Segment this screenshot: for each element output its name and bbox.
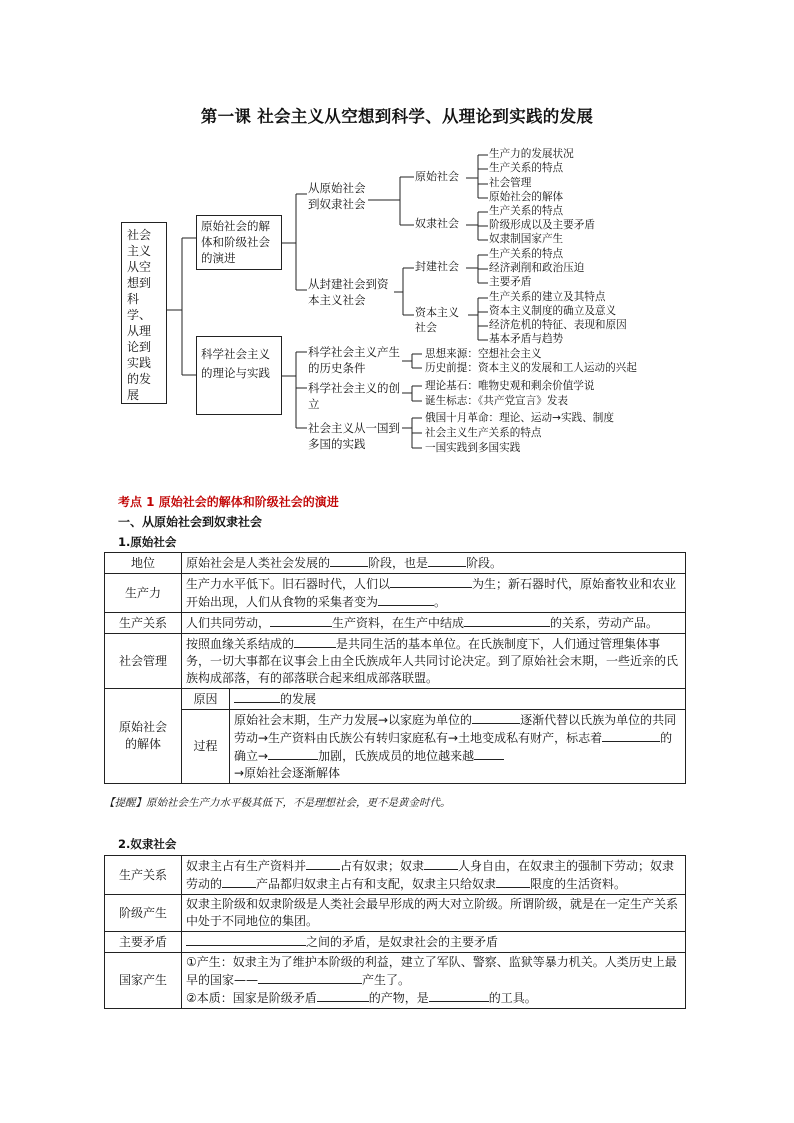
table-row (105, 613, 686, 634)
mindmap-leaf: 社会主义生产关系的特点 (425, 427, 542, 439)
mindmap-branch-2: 科学社会主义的理论与实践 (196, 336, 282, 415)
mindmap-leaf: 俄国十月革命：理论、运动→实践、制度 (425, 412, 614, 424)
mindmap-node-capitalist: 资本主义社会 (415, 306, 459, 334)
mindmap-b2-s2: 科学社会主义的创立 (308, 381, 400, 411)
row-content (182, 574, 686, 613)
text: 是共同生活的基本单位。在氏族制度下，人们通过管理集体事务，一切大事都在议事会上由全氏族成年人共同讨论决定。到了原始社会末期，一些近亲的氏族构成部落，有的部落联合起来组成部落联盟。 (186, 637, 679, 685)
row-content (182, 932, 686, 953)
table-row (105, 553, 686, 574)
mindmap-leaf: 阶级形成以及主要矛盾 (489, 219, 595, 231)
row-label: 主要矛盾 (105, 932, 182, 953)
text: 的工具。 (488, 991, 537, 1005)
mindmap-node-slave: 奴隶社会 (415, 217, 459, 230)
sub-label: 原因 (182, 689, 230, 710)
row-label: 生产关系 (105, 856, 182, 895)
text: 阶段，也是 (368, 556, 429, 570)
mindmap-leaf: 生产关系的特点 (489, 248, 564, 260)
text: 加剧，氏族成员的地位越来越 (318, 749, 475, 763)
row-content (182, 613, 686, 634)
text: 占有奴隶；奴隶 (340, 859, 425, 873)
text: 人身自由，在奴隶主的强制下劳动；奴隶劳动的 (186, 859, 675, 891)
mindmap-node-feudal: 封建社会 (415, 260, 459, 273)
subsection-heading: 2.奴隶社会 (118, 837, 177, 851)
row-content (182, 856, 686, 895)
fill-blank[interactable] (464, 614, 550, 627)
table-row (105, 932, 686, 953)
mindmap-leaf: 经济危机的特征、表现和原因 (489, 319, 627, 331)
mindmap-leaf: 原始社会的解体 (489, 191, 564, 203)
text: 生产资料，在生产中结成 (332, 616, 465, 630)
fill-blank[interactable] (424, 857, 458, 870)
mindmap-b1-s1: 从原始社会到奴隶社会 (308, 181, 366, 211)
fill-blank[interactable] (258, 971, 362, 984)
mindmap-leaf: 资本主义制度的确立及意义 (489, 305, 617, 317)
row-label: 原始社会的解体 (105, 689, 182, 784)
text: 阶段。 (466, 556, 503, 570)
mindmap-b2-s1: 科学社会主义产生的历史条件 (308, 345, 400, 375)
mindmap-b1-s2: 从封建社会到资本主义社会 (308, 277, 389, 307)
mind-map (0, 0, 794, 470)
fill-blank[interactable] (378, 593, 434, 606)
row-label: 社会管理 (105, 634, 182, 689)
fill-blank[interactable] (186, 933, 306, 946)
table-row (105, 895, 686, 932)
text: →原始社会逐渐解体 (234, 766, 341, 780)
table-row (105, 856, 686, 895)
row-label: 生产关系 (105, 613, 182, 634)
text: 原始社会是人类社会发展的 (186, 556, 331, 570)
table-row (105, 574, 686, 613)
row-label: 地位 (105, 553, 182, 574)
kaodian-heading: 考点 1 原始社会的解体和阶级社会的演进 (118, 495, 339, 509)
text: 产生了。 (362, 973, 411, 987)
text: 的确立→ (234, 731, 673, 763)
text: 人们共同劳动， (186, 616, 271, 630)
fill-blank[interactable] (268, 747, 318, 760)
mindmap-root: 社会主义从空想到科学、从理论到实践的发展 (121, 222, 167, 404)
fill-blank[interactable] (429, 989, 489, 1002)
table-row (105, 710, 686, 784)
text: 按照血缘关系结成的 (186, 637, 295, 651)
mindmap-leaf: 经济剥削和政治压迫 (489, 262, 585, 274)
mindmap-leaf: 历史前提：资本主义的发展和工人运动的兴起 (425, 362, 637, 374)
fill-blank[interactable] (390, 575, 472, 588)
text: ①产生：奴隶主为了维护本阶级的利益，建立了军队、警察、监狱等暴力机关。人类历史上最早的国家—— (186, 955, 677, 987)
primitive-society-table (104, 552, 686, 784)
mindmap-leaf: 一国实践到多国实践 (425, 442, 521, 454)
row-label: 生产力 (105, 574, 182, 613)
text: 限度的生活资料。 (530, 877, 627, 891)
mindmap-leaf: 社会管理 (489, 177, 532, 189)
row-content (182, 634, 686, 689)
row-content (230, 689, 686, 710)
fill-blank[interactable] (317, 989, 369, 1002)
mindmap-leaf: 基本矛盾与趋势 (489, 333, 564, 345)
mindmap-leaf: 奴隶制国家产生 (489, 233, 564, 245)
text: 的产物，是 (368, 991, 429, 1005)
mindmap-leaf: 主要矛盾 (489, 276, 532, 288)
mindmap-leaf: 生产关系的特点 (489, 162, 564, 174)
text: 的关系，劳动产品。 (550, 616, 659, 630)
row-label: 阶级产生 (105, 895, 182, 932)
row-content (182, 553, 686, 574)
mindmap-leaf: 理论基石：唯物史观和剩余价值学说 (425, 380, 595, 392)
row-content (182, 953, 686, 1009)
text: 生产力水平低下。旧石器时代，人们以 (186, 577, 391, 591)
fill-blank[interactable] (330, 554, 368, 567)
table-row (105, 689, 686, 710)
mindmap-leaf: 思想来源：空想社会主义 (425, 348, 542, 360)
mindmap-leaf: 诞生标志：《共产党宣言》发表 (425, 395, 569, 407)
fill-blank[interactable] (428, 554, 466, 567)
text: 原始社会末期，生产力发展→以家庭为单位的 (234, 713, 473, 727)
mindmap-leaf: 生产力的发展状况 (489, 148, 574, 160)
slave-society-table (104, 855, 686, 1009)
text: 为生；新石器时代，原始畜牧业和农业开始出现，人们从食物的采集者变为 (186, 577, 677, 609)
table-row (105, 634, 686, 689)
fill-blank[interactable] (234, 690, 280, 703)
text: 产品都归奴隶主占有和支配，奴隶主只给奴隶 (256, 877, 497, 891)
mindmap-node-primitive: 原始社会 (415, 170, 459, 183)
mindmap-b2-s3: 社会主义从一国到多国的实践 (308, 421, 400, 451)
sub-label: 过程 (182, 710, 230, 784)
mindmap-branch-1: 原始社会的解体和阶级社会的演进 (196, 215, 282, 270)
fill-blank[interactable] (306, 857, 340, 870)
mindmap-leaf: 生产关系的特点 (489, 205, 564, 217)
row-content: 奴隶主阶级和奴隶阶级是人类社会最早形成的两大对立阶级。所谓阶级，就是在一定生产关系中处于不同地位的集团。 (182, 895, 686, 932)
row-content (230, 710, 686, 784)
row-label: 国家产生 (105, 953, 182, 1009)
fill-blank[interactable] (496, 875, 530, 888)
fill-blank[interactable] (294, 635, 336, 648)
mindmap-leaf: 生产关系的建立及其特点 (489, 291, 606, 303)
fill-blank[interactable] (602, 729, 660, 742)
text: ②本质：国家是阶级矛盾 (186, 991, 317, 1005)
fill-blank[interactable] (474, 747, 504, 760)
text: 的发展 (280, 692, 317, 706)
page-title: 第一课 社会主义从空想到科学、从理论到实践的发展 (200, 107, 594, 126)
text: 之间的矛盾，是奴隶社会的主要矛盾 (306, 935, 499, 949)
text: 奴隶主占有生产资料并 (186, 859, 307, 873)
fill-blank[interactable] (270, 614, 332, 627)
table-row (105, 953, 686, 1009)
fill-blank[interactable] (472, 711, 520, 724)
subsection-heading: 1.原始社会 (118, 535, 177, 549)
tip-note: 【提醒】原始社会生产力水平极其低下，不是理想社会，更不是黄金时代。 (104, 797, 451, 809)
text: 逐渐代替以氏族为单位的共同劳动→生产资料由氏族公有转归家庭私有→土地变成私有财产，标志着 (234, 713, 677, 745)
section-heading: 一、从原始社会到奴隶社会 (118, 515, 263, 529)
fill-blank[interactable] (222, 875, 256, 888)
text: 。 (434, 595, 447, 609)
